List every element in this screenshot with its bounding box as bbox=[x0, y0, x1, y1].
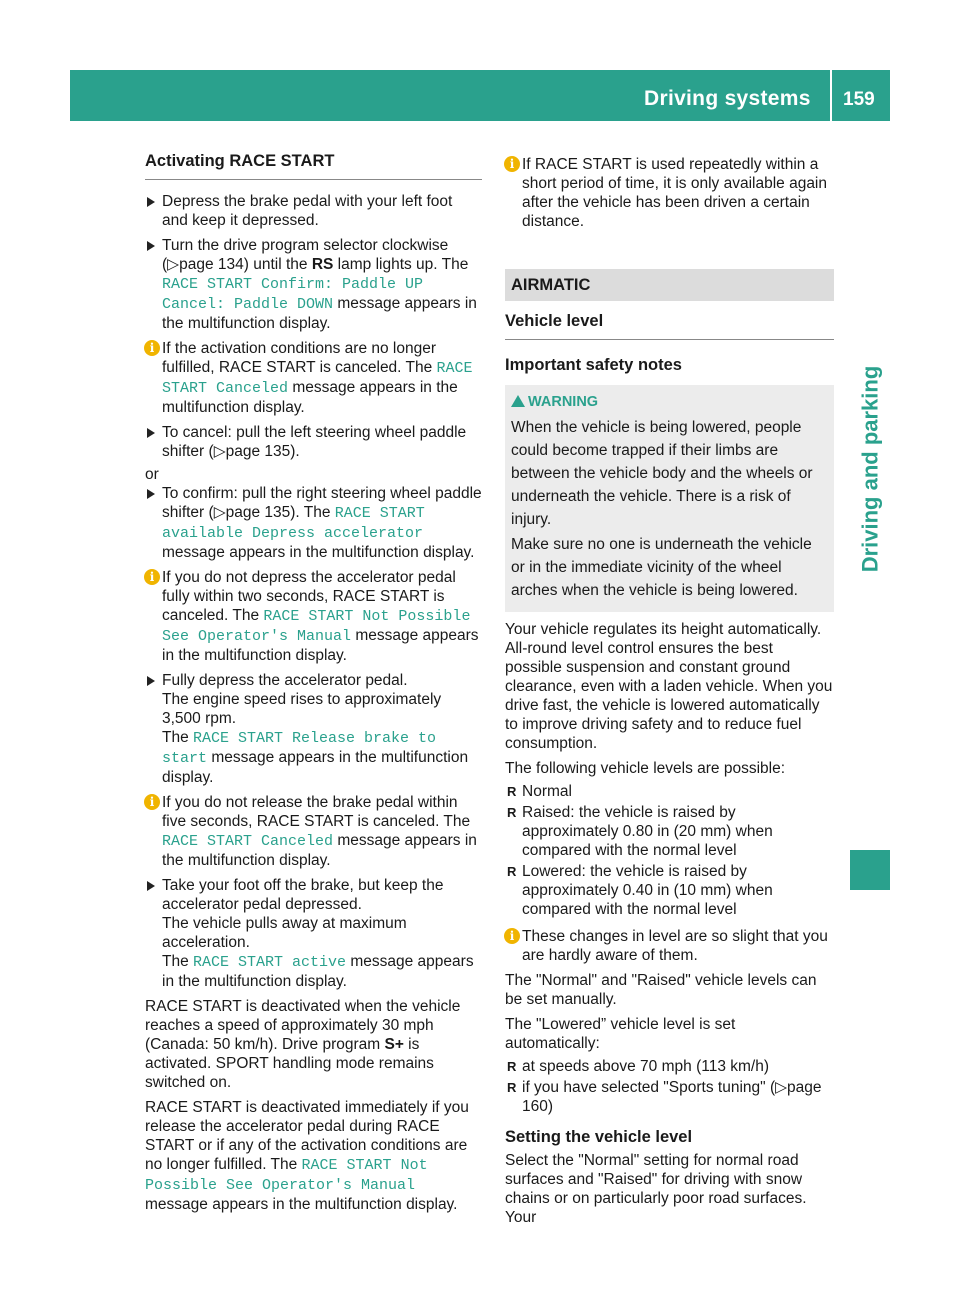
page-ref-link[interactable]: page 134 bbox=[179, 256, 244, 273]
step-2: Turn the drive program selector clockwise (▷page 134) until the RS lamp lights up. The RACE START Confirm: Paddle UP Cancel: Paddle DOWN message appears in the multifunction display. bbox=[145, 236, 482, 333]
header-divider bbox=[830, 70, 832, 121]
step-1: Depress the brake pedal with your left foot and keep it depressed. bbox=[145, 192, 482, 230]
step-confirm: To confirm: pull the right steering wheel paddle shifter (▷page 135). The RACE START available Depress accelerator message appears in the multifunction display. bbox=[145, 484, 482, 562]
paragraph: The "Lowered” vehicle level is set automatically: bbox=[505, 1016, 736, 1052]
display-message: Cancel: Paddle DOWN bbox=[162, 296, 334, 313]
info-note: i These changes in level are so slight that you are hardly aware of them. bbox=[505, 927, 834, 965]
warning-triangle-icon bbox=[511, 395, 525, 407]
airmatic-heading: AIRMATIC bbox=[505, 269, 834, 301]
section-heading: Activating RACE START bbox=[145, 150, 482, 180]
page-ref-link[interactable]: page 135 bbox=[225, 443, 291, 460]
left-column bbox=[145, 150, 482, 1214]
display-message: RACE START available Depress accelerator bbox=[162, 505, 425, 542]
info-note: i If the activation conditions are no longer fulfilled, RACE START is canceled. The RACE START Canceled message appears in the multifunction display. bbox=[145, 339, 482, 417]
side-tab bbox=[852, 309, 888, 629]
paragraph: RACE START is deactivated immediately if you release the accelerator pedal during RACE START or if any of the activation conditions are no longer fulfilled. The RACE START Not Possible See Operator's Manual message appears in the multifunction display. bbox=[145, 1099, 469, 1213]
page-number: 159 bbox=[843, 89, 875, 110]
right-column bbox=[505, 155, 834, 1227]
paragraph: The following vehicle levels are possible: bbox=[505, 760, 786, 777]
info-icon: i bbox=[504, 156, 520, 172]
display-message: RACE START Not Possible See Operator's Manual bbox=[162, 608, 471, 645]
step-cancel: To cancel: pull the left steering wheel paddle shifter (▷page 135). bbox=[145, 423, 482, 461]
section-title: Driving systems bbox=[644, 87, 811, 110]
rs-lamp: RS bbox=[311, 256, 334, 273]
setting-heading: Setting the vehicle level bbox=[505, 1128, 693, 1146]
step-accelerate: Fully depress the accelerator pedal. The engine speed rises to approximately 3,500 rpm. The RACE START Release brake to start message appears in the multifunction display. bbox=[145, 671, 482, 787]
warning-text: Make sure no one is underneath the vehicle or in the immediate vicinity of the wheel arches when the vehicle is being lowered. bbox=[511, 536, 812, 599]
page-ref-icon: ▷ bbox=[167, 256, 180, 273]
or-text: or bbox=[145, 466, 159, 483]
paragraph: Your vehicle regulates its height automatically. All-round level control ensures the best possible suspension and constant ground clearance, even with a laden vehicle. When you drive fast, the vehicle is lowered automatically to improve driving safety and to reduce fuel consumption. bbox=[505, 621, 833, 752]
info-note: i If you do not release the brake pedal within five seconds, RACE START is canceled. The RACE START Canceled message appears in the multifunction display. bbox=[145, 793, 482, 870]
display-message: RACE START Canceled bbox=[162, 360, 473, 397]
warning-box bbox=[505, 385, 834, 612]
page-ref-icon: ▷ bbox=[775, 1079, 788, 1096]
info-note: i If you do not depress the accelerator pedal fully within two seconds, RACE START is canceled. The RACE START Not Possible See Operator's Manual message appears in the multifunction display. bbox=[145, 568, 482, 665]
display-message: RACE START Confirm: Paddle UP bbox=[162, 276, 424, 293]
list-item: R at speeds above 70 mph (113 km/h) bbox=[505, 1057, 834, 1076]
side-tab-marker bbox=[850, 850, 890, 890]
display-message: RACE START Canceled bbox=[162, 833, 334, 850]
side-tab-label: Driving and parking bbox=[857, 365, 883, 573]
warning-label: WARNING bbox=[511, 393, 828, 412]
warning-text: When the vehicle is being lowered, people could become trapped if their limbs are between the vehicle body and the wheels or underneath the vehicle. There is a risk of injury. bbox=[511, 419, 813, 528]
info-icon: i bbox=[144, 340, 160, 356]
list-item: R if you have selected "Sports tuning" (▷page 160) bbox=[505, 1078, 834, 1116]
paragraph: The "Normal" and "Raised" vehicle levels can be set manually. bbox=[505, 972, 817, 1008]
info-icon: i bbox=[144, 794, 160, 810]
page-ref-icon: ▷ bbox=[213, 504, 226, 521]
page-ref-link[interactable]: page 135 bbox=[225, 504, 291, 521]
display-message: RACE START Release brake to start bbox=[162, 730, 437, 767]
info-note: i If RACE START is used repeatedly within a short period of time, it is only available again after the vehicle has been driven a certain distance. bbox=[505, 155, 834, 231]
paragraph: RACE START is deactivated when the vehicle reaches a speed of approximately 30 mph (Canada: 50 km/h). Drive program S+ is activated. SPORT handling mode remains switched on. bbox=[145, 998, 461, 1091]
info-icon: i bbox=[144, 569, 160, 585]
info-icon: i bbox=[504, 928, 520, 944]
list-item: R Normal bbox=[505, 782, 834, 801]
display-message: RACE START active bbox=[193, 954, 347, 971]
page-ref-link[interactable]: page 160 bbox=[522, 1079, 822, 1115]
vehicle-level-heading: Vehicle level bbox=[505, 310, 834, 340]
list-item: R Raised: the vehicle is raised by approximately 0.80 in (20 mm) when compared with the normal level bbox=[505, 803, 834, 860]
safety-heading: Important safety notes bbox=[505, 356, 682, 374]
page-ref-icon: ▷ bbox=[213, 443, 226, 460]
display-message: RACE START Not Possible See Operator's Manual bbox=[145, 1157, 428, 1194]
paragraph: Select the "Normal" setting for normal road surfaces and "Raised" for driving with snow chains or on particularly poor road surfaces. Your bbox=[505, 1152, 807, 1226]
step-release: Take your foot off the brake, but keep the accelerator pedal depressed. The vehicle pulls away at maximum acceleration. The RACE START active message appears in the multifunction display. bbox=[145, 876, 482, 991]
list-item: R Lowered: the vehicle is raised by approximately 0.40 in (10 mm) when compared with the normal level bbox=[505, 862, 834, 919]
